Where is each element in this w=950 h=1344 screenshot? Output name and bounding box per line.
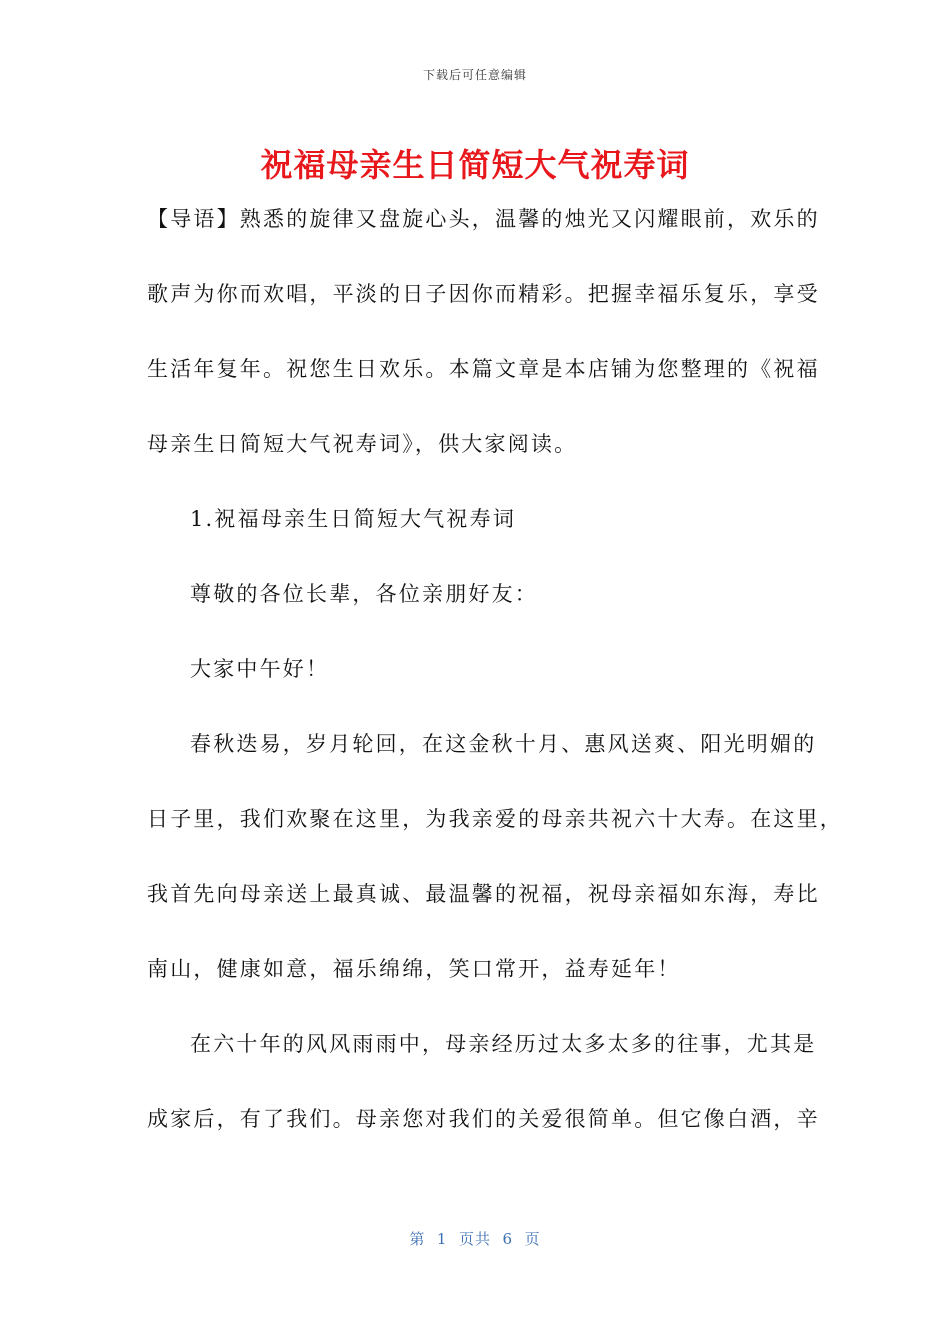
paragraph-line: 日子里，我们欢聚在这里，为我亲爱的母亲共祝六十大寿。在这里，	[147, 807, 843, 831]
paragraph-line: 生活年复年。祝您生日欢乐。本篇文章是本店铺为您整理的《祝福	[147, 357, 820, 381]
paragraph-line: 南山，健康如意，福乐绵绵，笑口常开，益寿延年！	[147, 957, 681, 981]
page-number-footer: 第 1 页共 6 页	[409, 1230, 541, 1248]
paragraph-line: 尊敬的各位长辈，各位亲朋好友：	[190, 582, 538, 606]
paragraph-line: 母亲生日简短大气祝寿词》，供大家阅读。	[147, 432, 578, 456]
paragraph-line: 成家后，有了我们。母亲您对我们的关爱很简单。但它像白酒，辛	[147, 1107, 820, 1131]
paragraph-line: 春秋迭易，岁月轮回，在这金秋十月、惠风送爽、阳光明媚的	[190, 732, 817, 756]
paragraph-line: 大家中午好！	[190, 657, 330, 681]
paragraph-line: 我首先向母亲送上最真诚、最温馨的祝福，祝母亲福如东海，寿比	[147, 882, 820, 906]
document-title: 祝福母亲生日简短大气祝寿词	[260, 146, 690, 184]
paragraph-line: 歌声为你而欢唱，平淡的日子因你而精彩。把握幸福乐复乐，享受	[147, 282, 820, 306]
paragraph-line: 在六十年的风风雨雨中，母亲经历过太多太多的往事，尤其是	[190, 1032, 817, 1056]
paragraph-line: 【导语】熟悉的旋律又盘旋心头，温馨的烛光又闪耀眼前，欢乐的	[147, 207, 820, 231]
header-note: 下载后可任意编辑	[422, 68, 527, 82]
section-heading: 1.祝福母亲生日简短大气祝寿词	[190, 507, 517, 531]
